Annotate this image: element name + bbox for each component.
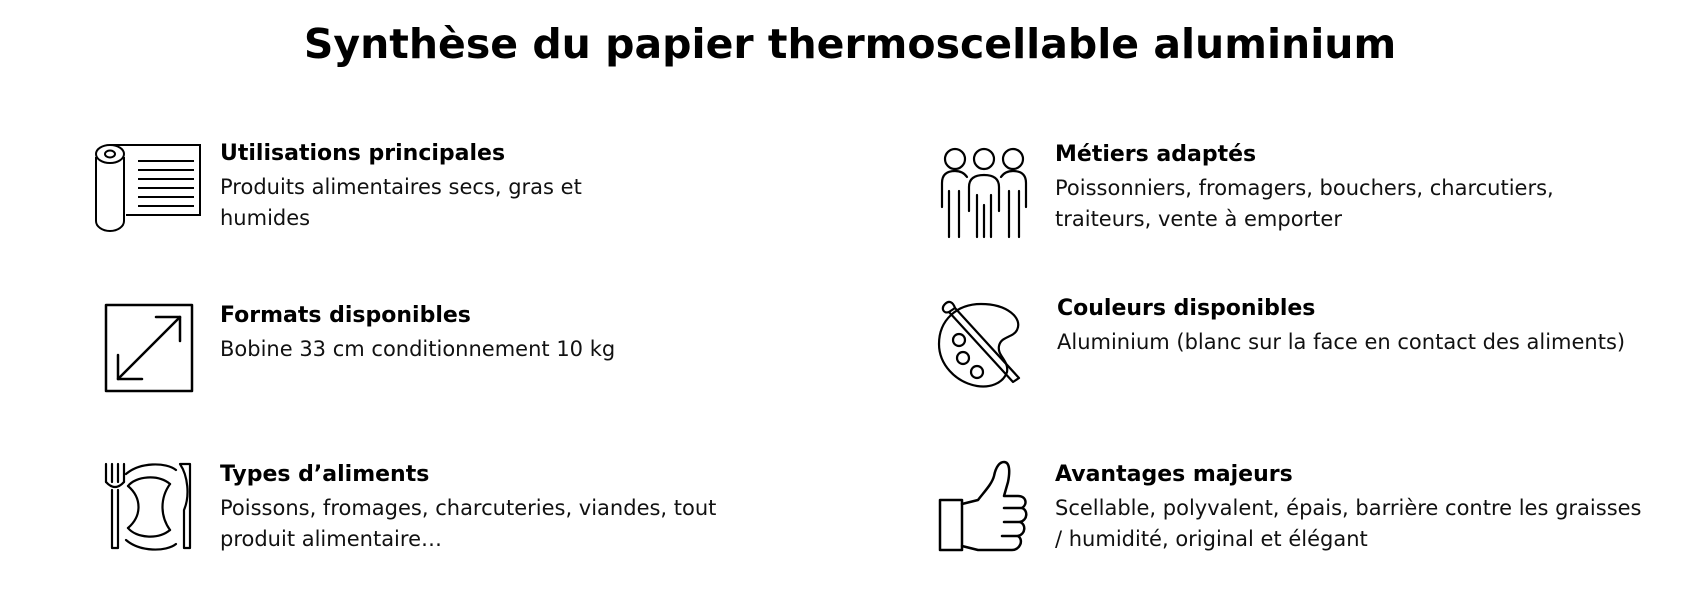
feature-label: Couleurs disponibles xyxy=(1057,296,1316,321)
feature-label: Types d’aliments xyxy=(220,462,430,487)
feature-label: Métiers adaptés xyxy=(1055,142,1257,167)
plate-cutlery-icon xyxy=(104,462,194,552)
people-group-icon xyxy=(937,145,1031,239)
feature-description: Produits alimentaires secs, gras et humides xyxy=(220,175,582,230)
feature-label: Avantages majeurs xyxy=(1055,462,1293,487)
page-title: Synthèse du papier thermoscellable aluminium xyxy=(303,20,1397,68)
feature-label: Utilisations principales xyxy=(220,141,506,166)
resize-arrow-icon xyxy=(104,303,194,393)
thumbs-up-icon xyxy=(938,460,1030,554)
feature-description: Poissonniers, fromagers, bouchers, charcutiers, traiteurs, vente à emporter xyxy=(1055,176,1554,231)
feature-label: Formats disponibles xyxy=(220,303,471,328)
feature-description: Aluminium (blanc sur la face en contact des aliments) xyxy=(1057,330,1626,354)
feature-description: Scellable, polyvalent, épais, barrière contre les graisses / humidité, original et élégant xyxy=(1055,496,1642,551)
paint-palette-icon xyxy=(937,300,1025,390)
feature-description: Poissons, fromages, charcuteries, viandes, tout produit alimentaire… xyxy=(220,496,717,551)
feature-description: Bobine 33 cm conditionnement 10 kg xyxy=(220,337,616,361)
paper-roll-icon xyxy=(94,143,204,233)
